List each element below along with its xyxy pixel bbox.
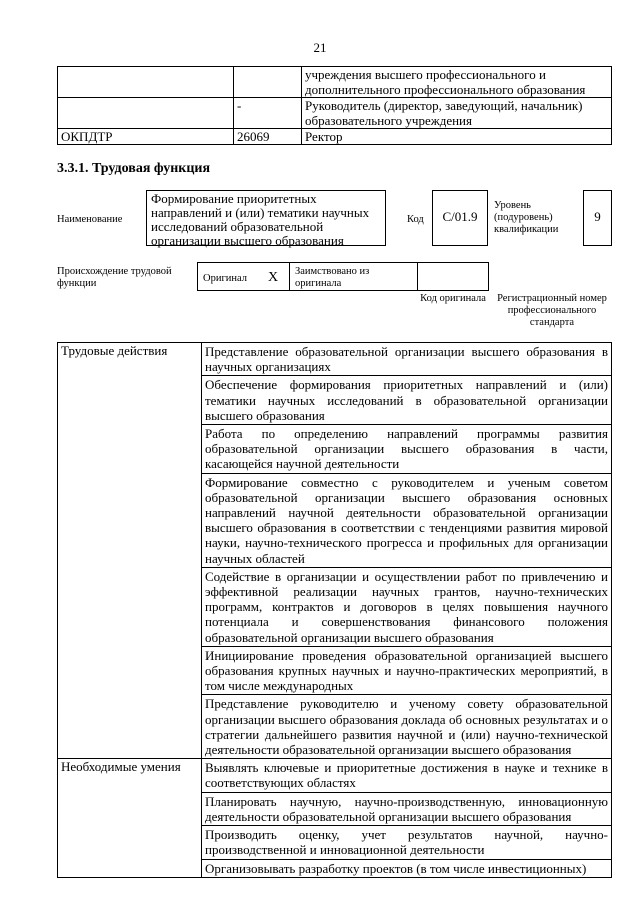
table-cell: Планировать научную, научно-производственную, инновационную деятельности образовательной организации высшего образования xyxy=(202,792,612,825)
page-number: 21 xyxy=(313,40,327,55)
table-row xyxy=(58,343,612,376)
table-cell: ОКПДТР xyxy=(58,129,234,145)
code-value-box: С/01.9 xyxy=(432,190,488,246)
table-cell: Представление образовательной организации высшего образования в научных организациях xyxy=(202,343,612,376)
table-cell: Организовывать разработку проектов (в том числе инвестиционных) xyxy=(202,859,612,877)
code-label: Код xyxy=(407,214,424,225)
code-original-caption: Код оригинала xyxy=(420,293,486,304)
original-label: Оригинал xyxy=(203,273,247,284)
section-title: 3.3.1. Трудовая функция xyxy=(57,161,211,176)
table-cell: Инициирование проведения образовательной организацией высшего образования крупных научных и научно-практических мероприятий, в том числе международных xyxy=(202,646,612,695)
table-cell: Содействие в организации и осуществлении работ по привлечению и эффективной реализации научных грантов, научно-технических программ, контрактов и договоров в целях повышения научного потенциала и совершенствования финансового положения образовательной организации высшего образования xyxy=(202,567,612,646)
table-row xyxy=(58,759,612,792)
table-cell xyxy=(58,98,234,129)
table-cell xyxy=(58,67,234,98)
labor-actions-label: Трудовые действия xyxy=(58,343,202,759)
level-value-box: 9 xyxy=(583,190,612,246)
table-row xyxy=(58,67,612,98)
origin-divider xyxy=(289,262,290,291)
table-cell: Обеспечение формирования приоритетных направлений и (или) тематики научных исследований в образовательной организации высшего образования xyxy=(202,376,612,425)
table-cell: Производить оценку, учет результатов научной, научно-производственной и инновационной деятельности xyxy=(202,826,612,859)
origin-divider xyxy=(417,262,418,291)
table-cell: - xyxy=(234,98,302,129)
level-label: Уровень (подуровень) квалификации xyxy=(494,200,559,235)
top-table xyxy=(57,66,612,145)
table-cell: Формирование совместно с руководителем и ученым советом образовательной организации высшего образования основных направлений научной деятельности образовательной организации высшего образования в соответствии с тенденциями развития мировой науки, научно-технического прогресса и профильных для организации научных областей xyxy=(202,473,612,567)
function-name-box: Формирование приоритетных направлений и (или) тематики научных исследований образовательной организации высшего образования xyxy=(146,190,386,246)
table-cell: Представление руководителю и ученому совету образовательной организации высшего образования доклада об основных результатах и о стратегии дальнейшего развития научной и (или) научно-технической деятельности образовательной организации высшего образования xyxy=(202,695,612,759)
origin-label: Происхождение трудовой функции xyxy=(57,266,172,289)
table-cell: Ректор xyxy=(302,129,612,145)
table-cell: Руководитель (директор, заведующий, начальник) образовательного учреждения xyxy=(302,98,612,129)
table-cell: 26069 xyxy=(234,129,302,145)
reg-number-caption: Регистрационный номер профессионального стандарта xyxy=(497,293,607,328)
name-label: Наименование xyxy=(57,214,123,225)
table-row xyxy=(58,98,612,129)
table-cell: учреждения высшего профессионального и дополнительного профессионального образования xyxy=(302,67,612,98)
main-table xyxy=(57,342,612,878)
table-row xyxy=(58,129,612,145)
skills-label: Необходимые умения xyxy=(58,759,202,877)
borrowed-label: Заимствовано из оригинала xyxy=(295,266,370,289)
table-cell: Выявлять ключевые и приоритетные достижения в науке и технике в соответствующих областях xyxy=(202,759,612,792)
table-cell xyxy=(234,67,302,98)
table-cell: Работа по определению направлений программы развития образовательной организации высшего образования в части, касающейся научной деятельности xyxy=(202,425,612,474)
original-mark: X xyxy=(268,270,279,285)
